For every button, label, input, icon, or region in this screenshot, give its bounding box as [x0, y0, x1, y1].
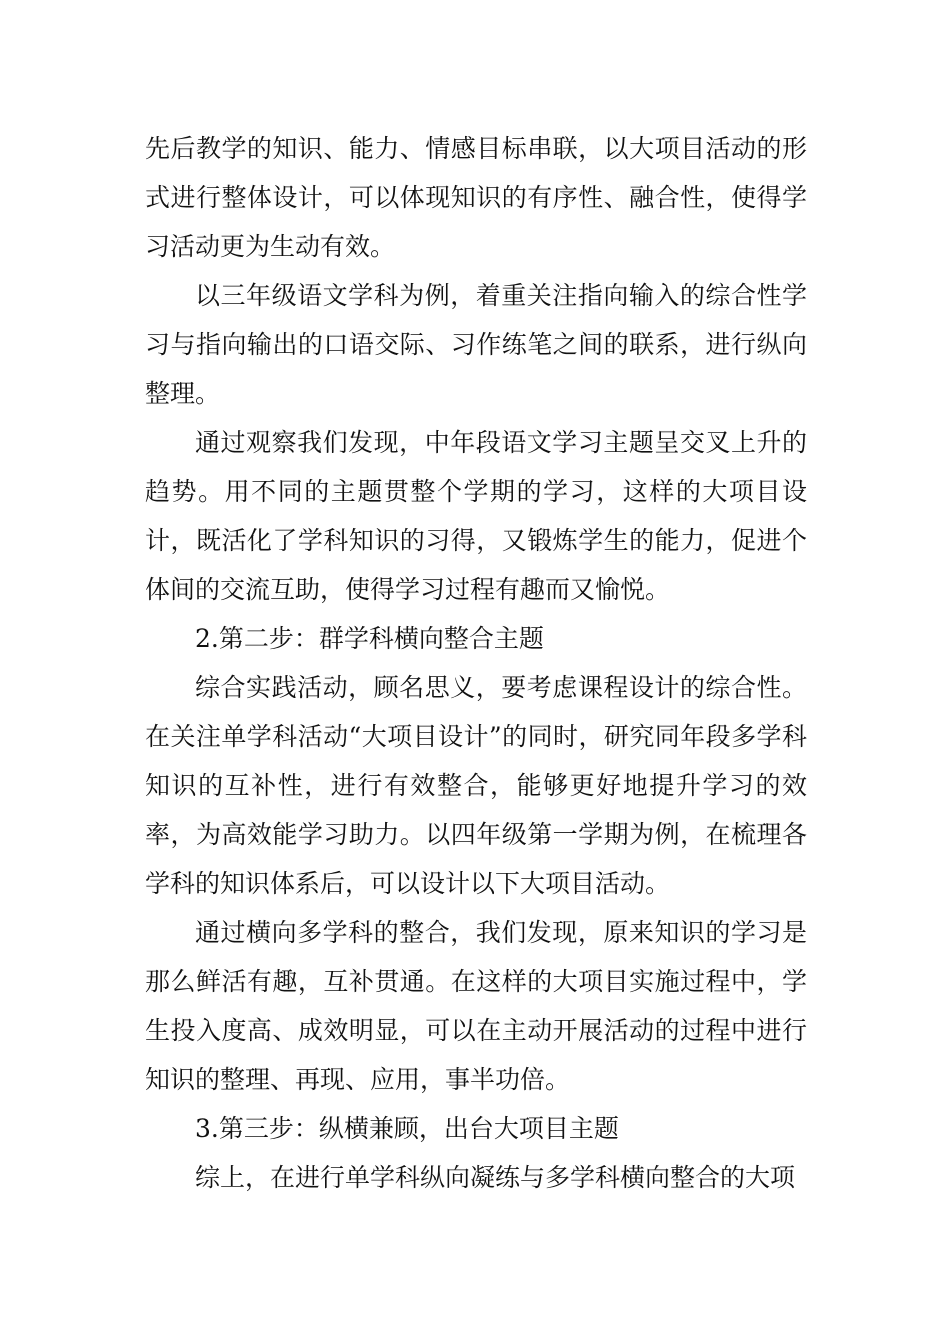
paragraph-continued: 先后教学的知识、能力、情感目标串联，以大项目活动的形式进行整体设计，可以体现知识的有序性、融合性，使得学习活动更为生动有效。	[145, 134, 807, 261]
paragraph-integrated-practice: 综合实践活动，顾名思义，要考虑课程设计的综合性。在关注单学科活动“大项目设计”的同时，研究同年段多学科知识的互补性，进行有效整合，能够更好地提升学习的效率，为高效能学习助力。以四年级第一学期为例，在梳理各学科的知识体系后，可以设计以下大项目活动。	[145, 673, 807, 898]
paragraph-grade3-chinese-example: 以三年级语文学科为例，着重关注指向输入的综合性学习与指向输出的口语交际、习作练笔之间的联系，进行纵向整理。	[145, 281, 807, 408]
document-body	[145, 124, 807, 1202]
paragraph-observation: 通过观察我们发现，中年段语文学习主题呈交叉上升的趋势。用不同的主题贯整个学期的学习，这样的大项目设计，既活化了学科知识的习得，又锻炼学生的能力，促进个体间的交流互助，使得学习过程有趣而又愉悦。	[145, 428, 807, 604]
paragraph-horizontal-integration: 通过横向多学科的整合，我们发现，原来知识的学习是那么鲜活有趣，互补贯通。在这样的大项目实施过程中，学生投入度高、成效明显，可以在主动开展活动的过程中进行知识的整理、再现、应用，事半功倍。	[145, 918, 807, 1094]
paragraph-summary: 综上，在进行单学科纵向凝练与多学科横向整合的大项	[195, 1163, 796, 1192]
heading-step-2: 2.第二步：群学科横向整合主题	[195, 624, 544, 653]
heading-step-3: 3.第三步：纵横兼顾，出台大项目主题	[195, 1114, 619, 1143]
